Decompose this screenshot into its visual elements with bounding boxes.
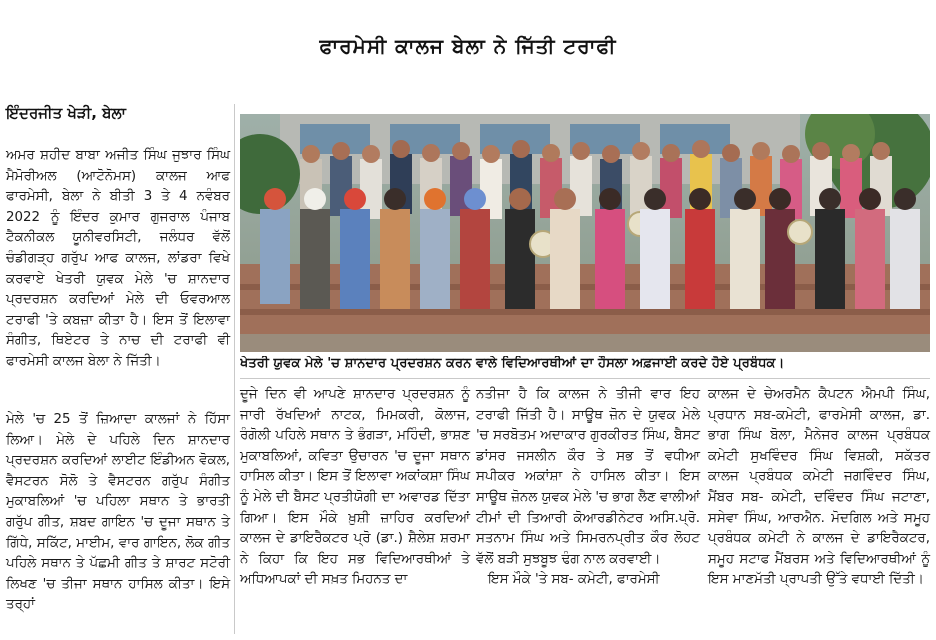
article-column-1 xyxy=(6,146,230,373)
headline: ਫਾਰਮੇਸੀ ਕਾਲਜ ਬੇਲਾ ਨੇ ਜਿੱਤੀ ਟਰਾਫੀ xyxy=(319,34,617,58)
paragraph: ਇਸ ਮੌਕੇ 'ਤੇ ਸਬ- ਕਮੇਟੀ, ਫਾਰਮੇਸੀ xyxy=(488,572,660,588)
article-column-1-continued xyxy=(6,410,230,616)
caption-divider xyxy=(240,378,930,379)
group-photo xyxy=(240,114,930,352)
column-divider xyxy=(234,104,235,634)
paragraph: ਕਾਲਜ ਦੇ ਚੇਅਰਮੈਨ ਕੈਪਟਨ ਐਮਪੀ ਸਿੰਘ, ਪ੍ਰਧਾਨ ਸਬ-ਕਮੇਟੀ, ਫਾਰਮੇਸੀ ਕਾਲਜ, ਡਾ. ਭਾਗ ਸਿੰਘ ਬੋਲਾ, ਮੈਨੇਜਰ ਕਾਲਜ ਪ੍ਰਬੰਧਕ ਕਮੇਟੀ ਸੁਖਵਿੰਦਰ ਸਿੰਘ ਵਿਸ਼ਕੀ, ਸਕੱਤਰ ਕਾਲਜ ਪ੍ਰਬੰਧਕ ਕਮੇਟੀ ਜਗਵਿੰਦਰ ਸਿੰਘ, ਮੈਂਬਰ ਸਬ- ਕਮੇਟੀ, ਦਵਿੰਦਰ ਸਿੰਘ ਜਟਾਣਾ, ਸਸੇਵਾ ਸਿੰਘ, ਆਰਐਨ. ਮੋਦਗਿਲ ਅਤੇ ਸਮੂਹ ਪ੍ਰਬੰਧਕ ਕਮੇਟੀ ਨੇ ਕਾਲਜ ਦੇ ਡਾਇਰੈਕਟਰ, ਸਮੂਹ ਸਟਾਫ ਮੈਂਬਰਸ ਅਤੇ ਵਿਦਿਆਰਥੀਆਂ ਨੂੰ ਇਸ ਮਾਣਮੱਤੀ ਪ੍ਰਾਪਤੀ ਉੱਤੇ ਵਧਾਈ ਦਿੱਤੀ। xyxy=(708,387,930,588)
photo-caption: ਖੇਤਰੀ ਯੁਵਕ ਮੇਲੇ 'ਚ ਸ਼ਾਨਦਾਰ ਪ੍ਰਦਰਸ਼ਨ ਕਰਨ ਵਾਲੇ ਵਿਦਿਆਰਥੀਆਂ ਦਾ ਹੌਸਲਾ ਅਫ਼ਜਾਈ ਕਰਦੇ ਹੋਏ ਪ੍ਰਬੰਧਕ। xyxy=(240,356,785,371)
article-column-2 xyxy=(240,385,470,591)
paragraph: ਮੇਲੇ 'ਚ 25 ਤੋਂ ਜ਼ਿਆਦਾ ਕਾਲਜਾਂ ਨੇ ਹਿੱਸਾ ਲਿਆ। ਮੇਲੇ ਦੇ ਪਹਿਲੇ ਦਿਨ ਸ਼ਾਨਦਾਰ ਪ੍ਰਦਰਸ਼ਨ ਕਰਦਿਆਂ ਲਾਈਟ ਇੰਡੀਅਨ ਵੋਕਲ, ਵੈਸਟਰਨ ਸੋਲੋ ਤੇ ਵੈਸਟਰਨ ਗਰੁੱਪ ਸੰਗੀਤ ਮੁਕਾਬਲਿਆਂ 'ਚ ਪਹਿਲਾ ਸਥਾਨ ਤੇ ਭਾਰਤੀ ਗਰੁੱਪ ਗੀਤ, ਸ਼ਬਦ ਗਾਇਨ 'ਚ ਦੂਜਾ ਸਥਾਨ ਤੇ ਗਿੱਧੇ, ਸਕਿੱਟ, ਮਾਈਮ, ਵਾਰ ਗਾਇਨ, ਲੋਕ ਗੀਤ ਪਹਿਲੇ ਸਥਾਨ ਤੇ ਪੱਛਮੀ ਗੀਤ ਤੇ ਸ਼ਾਰਟ ਸਟੋਰੀ ਲਿਖਣ 'ਚ ਤੀਜਾ ਸਥਾਨ ਹਾਸਿਲ ਕੀਤਾ। ਇਸੇ ਤਰ੍ਹਾਂ xyxy=(6,412,230,613)
paragraph: ਅਮਰ ਸ਼ਹੀਦ ਬਾਬਾ ਅਜੀਤ ਸਿੰਘ ਜੁਝਾਰ ਸਿੰਘ ਮੈਮੋਰੀਅਲ (ਆਟੋਨੋਮਸ) ਕਾਲਜ ਆਫ ਫਾਰਮੇਸੀ, ਬੇਲਾ ਨੇ ਬੀਤੀ 3 ਤੇ 4 ਨਵੰਬਰ 2022 ਨੂੰ ਇੰਦਰ ਕੁਮਾਰ ਗੁਜਰਾਲ ਪੰਜਾਬ ਟੈਕਨੀਕਲ ਯੂਨੀਵਰਸਿਟੀ, ਜਲੰਧਰ ਵੱਲੋਂ ਚੰਡੀਗੜ੍ਹ ਗਰੁੱਪ ਆਫ ਕਾਲਜ, ਲਾਂਡਰਾ ਵਿਖੇ ਕਰਵਾਏ ਖੇਤਰੀ ਯੁਵਕ ਮੇਲੇ 'ਚ ਸ਼ਾਨਦਾਰ ਪ੍ਰਦਰਸ਼ਨ ਕਰਦਿਆਂ ਮੇਲੇ ਦੀ ਓਵਰਆਲ ਟਰਾਫੀ 'ਤੇ ਕਬਜ਼ਾ ਕੀਤਾ ਹੈ। ਇਸ ਤੋਂ ਇਲਾਵਾ ਸੰਗੀਤ, ਥਿਏਟਰ ਤੇ ਨਾਚ ਦੀ ਟਰਾਫੀ ਵੀ ਫਾਰਮੇਸੀ ਕਾਲਜ ਬੇਲਾ ਨੇ ਜਿੱਤੀ। xyxy=(6,148,230,369)
article-column-3 xyxy=(476,385,700,591)
paragraph: ਨਤੀਜਾ ਹੈ ਕਿ ਕਾਲਜ ਨੇ ਤੀਜੀ ਵਾਰ ਇਹ ਟਰਾਫੀ ਜਿੱਤੀ ਹੈ। ਸਾਊਥ ਜ਼ੋਨ ਦੇ ਯੁਵਕ ਮੇਲੇ 'ਚ ਸਰਬੋਤਮ ਅਦਾਕਾਰ ਗੁਰਕੀਰਤ ਸਿੰਘ, ਬੈਸਟ ਡਾਂਸਰ ਜਸਲੀਨ ਕੌਰ ਤੇ ਸਭ ਤੋਂ ਵਧੀਆ ਸਪੀਕਰ ਅਕਾਂਸ਼ਾ ਨੇ ਹਾਸਿਲ ਕੀਤਾ। ਇਸ ਸਾਊਥ ਜ਼ੋਨਲ ਯੁਵਕ ਮੇਲੇ 'ਚ ਭਾਗ ਲੈਣ ਵਾਲੀਆਂ ਟੀਮਾਂ ਦੀ ਤਿਆਰੀ ਕੋਆਰਡੀਨੇਟਰ ਅਸਿ.ਪ੍ਰੋ. ਸਤਨਾਮ ਸਿੰਘ ਅਤੇ ਸਿਮਰਨਪ੍ਰੀਤ ਕੌਰ ਲੋਹਟ ਵੱਲੋਂ ਬੜੀ ਸੁਝਬੂਝ ਢੰਗ ਨਾਲ ਕਰਵਾਈ। xyxy=(476,387,700,567)
byline: ਇੰਦਰਜੀਤ ਖੇੜੀ, ਬੇਲਾ xyxy=(6,104,126,122)
group-photo-illustration xyxy=(240,114,930,352)
article-column-4 xyxy=(708,385,930,591)
paragraph: ਦੂਜੇ ਦਿਨ ਵੀ ਆਪਣੇ ਸ਼ਾਨਦਾਰ ਪ੍ਰਦਰਸ਼ਨ ਨੂੰ ਜਾਰੀ ਰੱਖਦਿਆਂ ਨਾਟਕ, ਮਿਮਕਰੀ, ਕੋਲਾਜ, ਰੰਗੋਲੀ ਪਹਿਲੇ ਸਥਾਨ ਤੇ ਭੰਗੜਾ, ਮਹਿੰਦੀ, ਭਾਸ਼ਣ ਮੁਕਾਬਲਿਆਂ, ਕਵਿਤਾ ਉਚਾਰਨ 'ਚ ਦੂਜਾ ਸਥਾਨ ਹਾਸਿਲ ਕੀਤਾ। ਇਸ ਤੋਂ ਇਲਾਵਾ ਅਕਾਂਕਸ਼ਾ ਸਿੰਘ ਨੂੰ ਮੇਲੇ ਦੀ ਬੈਸਟ ਪ੍ਰਤੀਯੋਗੀ ਦਾ ਅਵਾਰਡ ਦਿੱਤਾ ਗਿਆ। ਇਸ ਮੌਕੇ ਖ਼ੁਸ਼ੀ ਜ਼ਾਹਿਰ ਕਰਦਿਆਂ ਕਾਲਜ ਦੇ ਡਾਇਰੈਕਟਰ ਪ੍ਰੋ (ਡਾ.) ਸ਼ੈਲੇਸ਼ ਸ਼ਰਮਾ ਨੇ ਕਿਹਾ ਕਿ ਇਹ ਸਭ ਵਿਦਿਆਰਥੀਆਂ ਤੇ ਅਧਿਆਪਕਾਂ ਦੀ ਸਖ਼ਤ ਮਿਹਨਤ ਦਾ xyxy=(240,387,470,588)
